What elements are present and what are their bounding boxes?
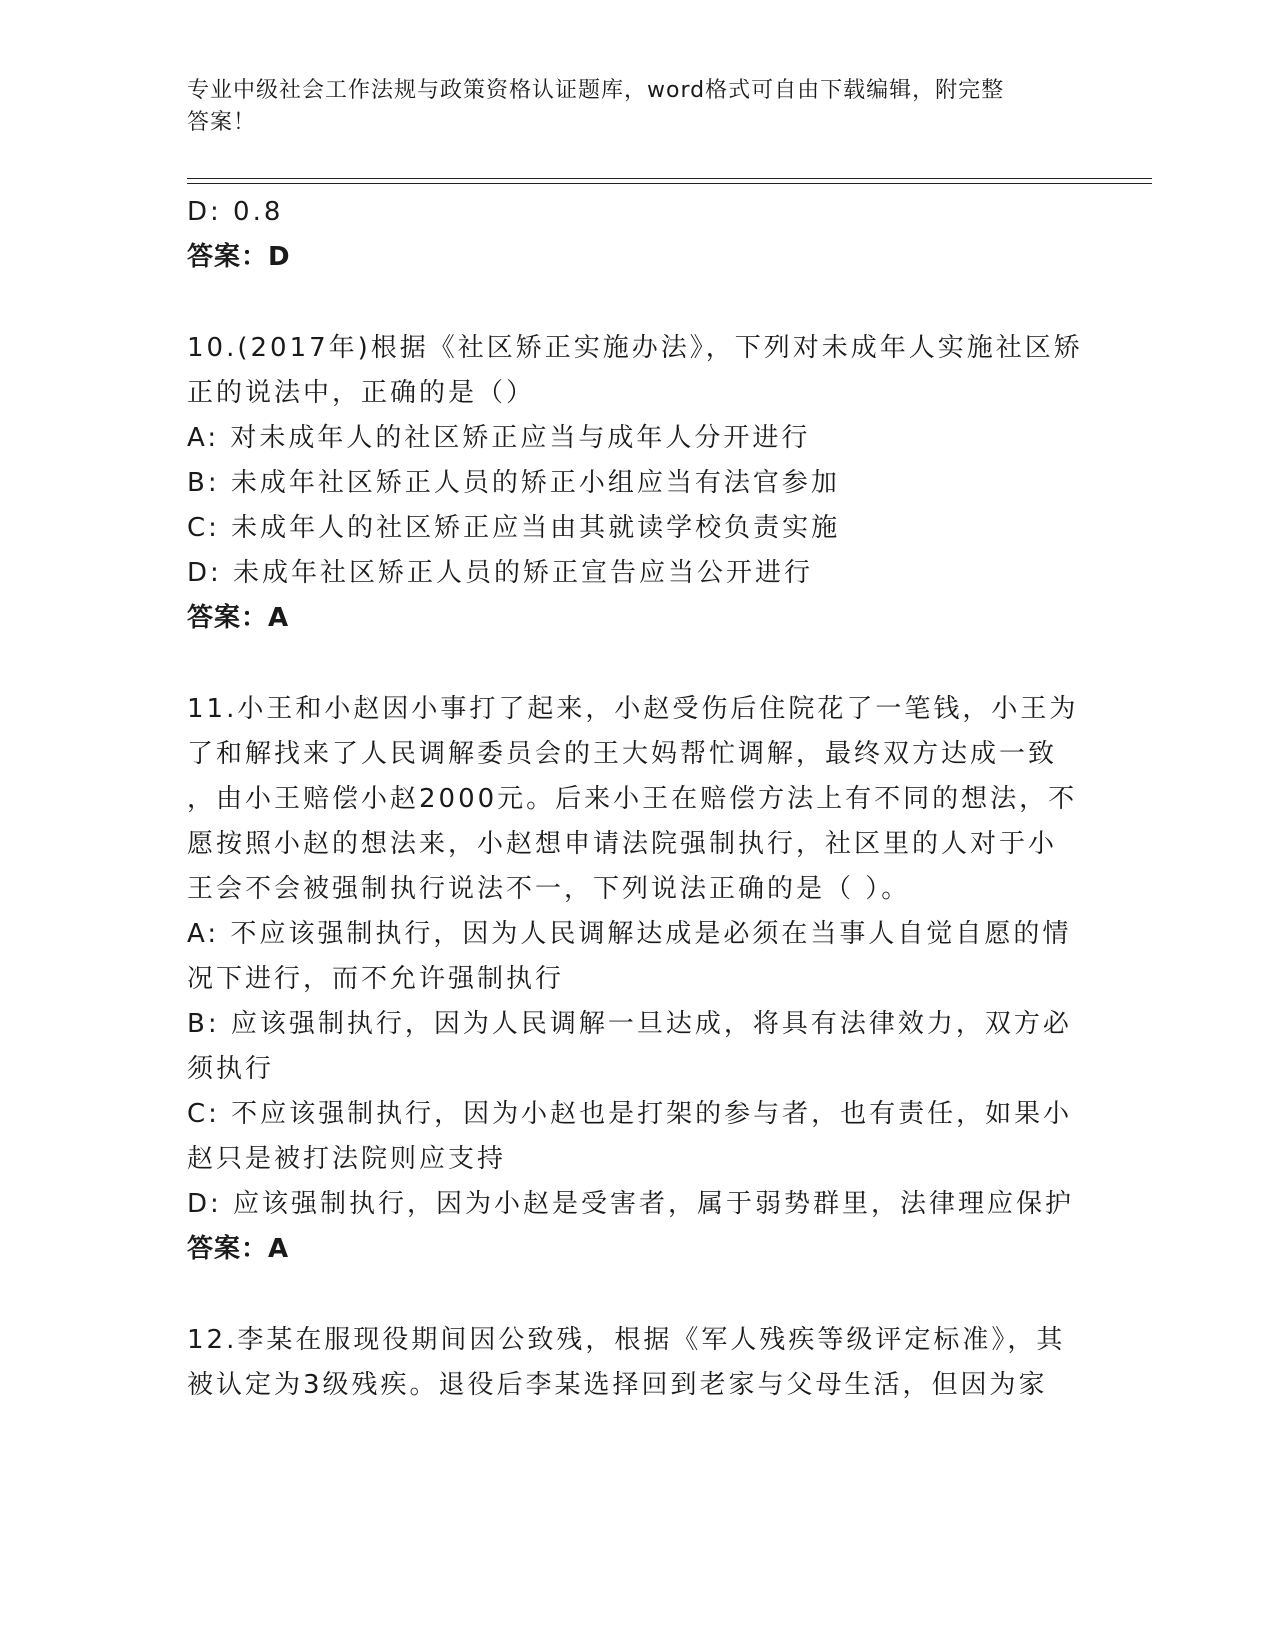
q10-stem-line-2: 正的说法中，正确的是（）	[187, 378, 536, 408]
q11-stem-line-3: ，由小王赔偿小赵2000元。后来小王在赔偿方法上有不同的想法，不	[187, 784, 1078, 814]
q11-stem-line-1: 11.小王和小赵因小事打了起来，小赵受伤后住院花了一笔钱，小王为	[187, 694, 1079, 724]
question-10	[187, 326, 1087, 641]
q11-option-c-line-1: C: 不应该强制执行，因为小赵也是打架的参与者，也有责任，如果小	[187, 1099, 1073, 1129]
header-note-line-2: 答案！	[187, 110, 257, 135]
q11-stem-line-2: 了和解找来了人民调解委员会的王大妈帮忙调解，最终双方达成一致	[187, 739, 1058, 769]
question-11	[187, 687, 1087, 1272]
q11-stem-line-4: 愿按照小赵的想法来，小赵想申请法院强制执行，社区里的人对于小	[187, 829, 1058, 859]
header-divider-top	[187, 178, 1152, 179]
q12-stem-line-1: 12.李某在服现役期间因公致残，根据《军人残疾等级评定标准》，其	[187, 1325, 1066, 1355]
spacer	[187, 1272, 1087, 1318]
question-9-tail	[187, 190, 1087, 280]
q11-option-d: D: 应该强制执行，因为小赵是受害者，属于弱势群里，法律理应保护	[187, 1189, 1075, 1219]
q9-option-d: D: 0.8	[187, 197, 284, 227]
q10-option-b: B: 未成年社区矫正人员的矫正小组应当有法官参加	[187, 468, 840, 498]
q10-option-a: A: 对未成年人的社区矫正应当与成年人分开进行	[187, 423, 811, 453]
q11-stem-line-5: 王会不会被强制执行说法不一，下列说法正确的是（ ）。	[187, 874, 911, 904]
q11-option-a-line-1: A: 不应该强制执行，因为人民调解达成是必须在当事人自觉自愿的情	[187, 919, 1072, 949]
q9-answer: 答案：D	[187, 242, 291, 272]
q11-answer: 答案：A	[187, 1234, 290, 1264]
q11-option-b-line-1: B: 应该强制执行，因为人民调解一旦达成，将具有法律效力，双方必	[187, 1009, 1072, 1039]
q12-stem-line-2: 被认定为3级残疾。退役后李某选择回到老家与父母生活，但因为家	[187, 1370, 1048, 1400]
q10-option-d: D: 未成年社区矫正人员的矫正宣告应当公开进行	[187, 558, 814, 588]
q11-option-c-line-2: 赵只是被打法院则应支持	[187, 1144, 507, 1174]
q10-option-c: C: 未成年人的社区矫正应当由其就读学校负责实施	[187, 513, 841, 543]
spacer	[187, 641, 1087, 687]
q11-option-b-line-2: 须执行	[187, 1054, 275, 1084]
spacer	[187, 280, 1087, 326]
q11-option-a-line-2: 况下进行，而不允许强制执行	[187, 964, 565, 994]
q10-answer: 答案：A	[187, 603, 290, 633]
question-12	[187, 1318, 1087, 1408]
question-content	[187, 190, 1087, 1408]
header-divider-bottom	[187, 183, 1152, 184]
header-note	[187, 75, 1067, 139]
header-note-line-1: 专业中级社会工作法规与政策资格认证题库，word格式可自由下载编辑，附完整	[187, 78, 1005, 103]
q10-stem-line-1: 10.(2017年)根据《社区矫正实施办法》，下列对未成年人实施社区矫	[187, 333, 1083, 363]
